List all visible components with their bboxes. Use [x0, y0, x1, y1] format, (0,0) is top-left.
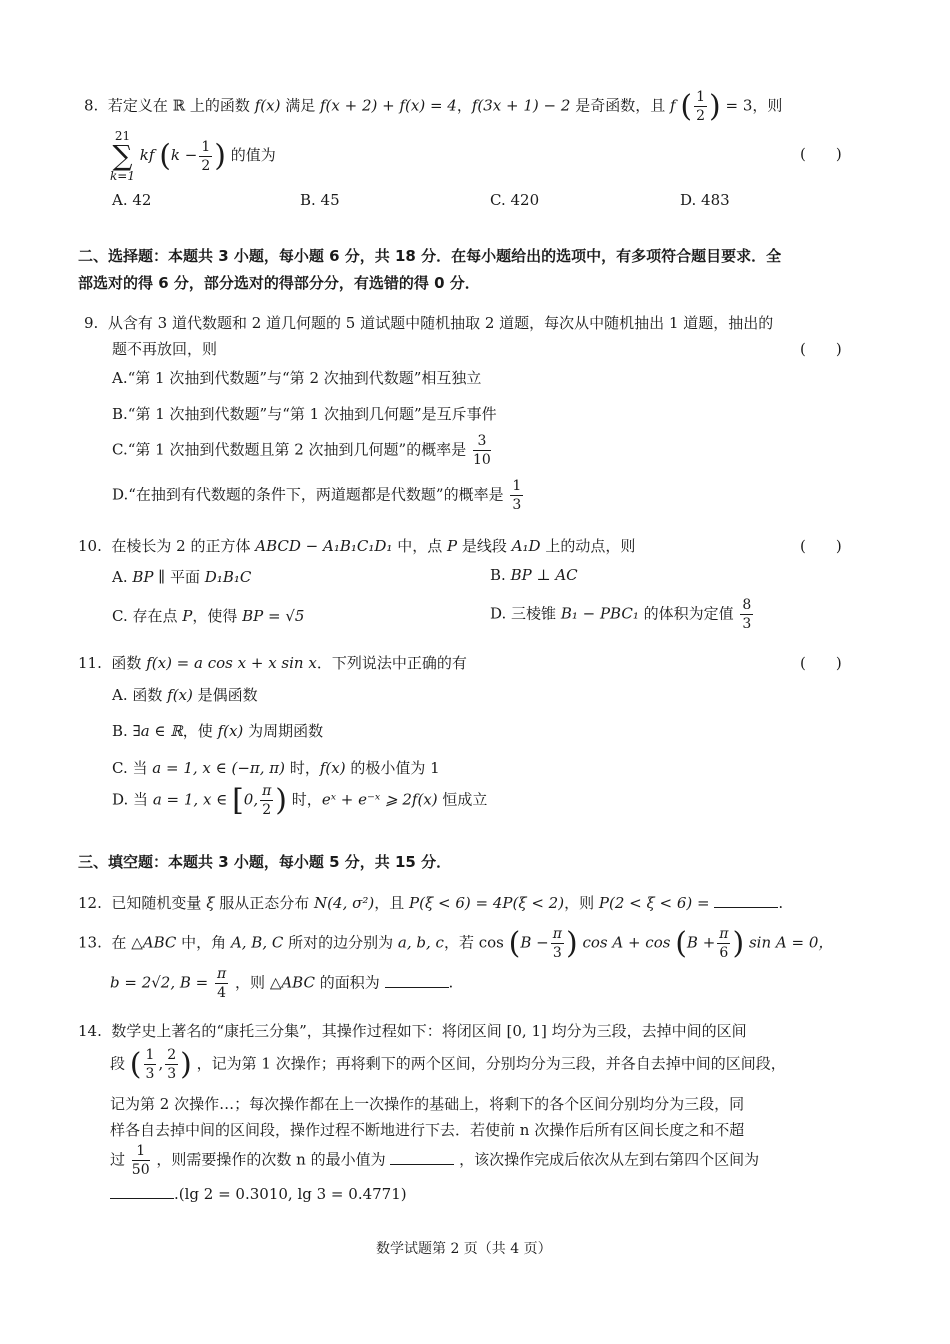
- fraction: $\frac{8}{3}$: [742, 597, 752, 632]
- fraction: $\frac{\pi}{6}$: [719, 926, 729, 961]
- q8-option-b: B. 45: [300, 191, 340, 209]
- fraction: $\frac{\pi}{4}$: [217, 966, 227, 1001]
- q11-option-a: A. 函数 f(x) 是偶函数: [112, 686, 258, 704]
- summation: 21 ∑ k=1: [110, 129, 135, 183]
- q10-option-b: B. BP ⊥ AC: [490, 566, 578, 584]
- q10-stem: 10. 在棱长为 2 的正方体 ABCD − A₁B₁C₁D₁ 中，点 P 是线段 A₁D 上的动点，则: [78, 537, 636, 555]
- answer-blank[interactable]: [390, 1163, 454, 1165]
- q14-line3: 记为第 2 次操作…；每次操作都在上一次操作的基础上，将剩下的各个区间分别均分为三段，同: [110, 1095, 745, 1113]
- fraction: $\frac{2}{3}$: [167, 1047, 177, 1082]
- q8-number: 8.: [84, 96, 99, 115]
- answer-blank[interactable]: [714, 906, 778, 908]
- q13-line2: b = 2√2, B = $\frac{\pi}{4}$ ，则 △ABC 的面积为 .: [110, 966, 454, 1001]
- fraction: $\frac{1}{50}$: [131, 1143, 150, 1178]
- q9-option-d: D.“在抽到有代数题的条件下，两道题都是代数题”的概率是 $\frac{1}{3}$: [112, 478, 522, 513]
- q9-option-a: A.“第 1 次抽到代数题”与“第 2 次抽到代数题”相互独立: [112, 369, 482, 387]
- answer-blank[interactable]: [385, 986, 449, 988]
- q10-option-a: A. BP ∥ 平面 D₁B₁C: [112, 568, 252, 586]
- q8-option-a: A. 42: [112, 191, 152, 209]
- q13-line1: 13. 在 △ABC 中，角 A, B, C 所对的边分别为 a, b, c，若 cos (B − $\frac{\pi}{3}$ ) cos A + cos (B + $\frac{\pi}{6}$ ) sin A = 0，: [78, 926, 834, 961]
- q11-option-d: D. 当 a = 1, x ∈ [0, $\frac{\pi}{2}$ ) 时，eˣ + e⁻ˣ ⩾ 2f(x) 恒成立: [112, 783, 488, 818]
- q12-stem: 12. 已知随机变量 ξ 服从正态分布 N(4, σ²)，且 P(ξ < 6) = 4P(ξ < 2)，则 P(2 < ξ < 6) = .: [78, 894, 784, 912]
- answer-paren: ( ): [800, 537, 842, 555]
- answer-blank[interactable]: [110, 1197, 174, 1199]
- fraction: $\frac{\pi}{2}$: [262, 783, 272, 818]
- page-footer: 数学试题第 2 页（共 4 页）: [376, 1241, 552, 1257]
- fraction: $\frac{3}{10}$: [473, 433, 491, 468]
- q11-stem: 11. 函数 f(x) = a cos x + x sin x．下列说法中正确的有: [78, 654, 467, 672]
- answer-paren: ( ): [800, 145, 842, 163]
- section-2-heading-cont: 部选对的得 6 分，部分选对的得部分分，有选错的得 0 分．: [78, 274, 480, 292]
- fraction: $\frac{\pi}{3}$: [552, 926, 562, 961]
- q10-option-d: D. 三棱锥 B₁ − PBC₁ 的体积为定值 $\frac{8}{3}$: [490, 597, 752, 632]
- q11-option-c: C. 当 a = 1, x ∈ (−π, π) 时，f(x) 的极小值为 1: [112, 759, 440, 777]
- q9-option-c: C.“第 1 次抽到代数题且第 2 次抽到几何题”的概率是 $\frac{3}{10}$: [112, 433, 491, 468]
- q9-line1: 9. 从含有 3 道代数题和 2 道几何题的 5 道试题中随机抽取 2 道题，每次从中随机抽出 1 道题，抽出的: [84, 314, 774, 332]
- answer-paren: ( ): [800, 654, 842, 672]
- q11-option-b: B. ∃a ∈ ℝ，使 f(x) 为周期函数: [112, 722, 324, 740]
- section-2-heading: 二、选择题：本题共 3 小题，每小题 6 分，共 18 分．在每小题给出的选项中，有多项符合题目要求．全: [78, 247, 782, 265]
- q14-line4: 样各自去掉中间的区间段，操作过程不断地进行下去．若使前 n 次操作后所有区间长度之和不超: [110, 1121, 745, 1139]
- q10-option-c: C. 存在点 P，使得 BP = √5: [112, 607, 305, 625]
- q9-option-b: B.“第 1 次抽到代数题”与“第 1 次抽到几何题”是互斥事件: [112, 405, 497, 423]
- q14-line1: 14. 数学史上著名的“康托三分集”，其操作过程如下：将闭区间 [0, 1] 均分为三段，去掉中间的区间: [78, 1022, 747, 1040]
- fraction: $\frac{1}{2}$: [201, 138, 211, 174]
- q8-option-d: D. 483: [680, 191, 730, 209]
- q8-line2: 21 ∑ k=1 kf (k − $\frac{1}{2}$ ) 的值为: [110, 129, 276, 183]
- q9-line2: 题不再放回，则: [112, 340, 218, 358]
- answer-paren: ( ): [800, 340, 842, 358]
- section-3-heading: 三、填空题：本题共 3 小题，每小题 5 分，共 15 分．: [78, 853, 452, 871]
- fraction: $\frac{1}{3}$: [512, 478, 522, 513]
- q14-line5: 过 $\frac{1}{50}$ ，则需要操作的次数 n 的最小值为 ，该次操作完成后依次从左到右第四个区间为: [110, 1143, 760, 1178]
- q14-line6: .(lg 2 = 0.3010, lg 3 = 0.4771): [110, 1185, 407, 1203]
- fraction: $\frac{1}{3}$: [145, 1047, 155, 1082]
- q8-line1: 8. 若定义在 ℝ 上的函数 f(x) 满足 f(x + 2) + f(x) = 4，f(3x + 1) − 2 是奇函数，且 f ( $\frac{1}{2}$ ) = 3，则: [84, 89, 783, 124]
- fraction: $\frac{1}{2}$: [696, 89, 705, 124]
- q8-option-c: C. 420: [490, 191, 540, 209]
- q14-line2: 段 ( $\frac{1}{3}$ , $\frac{2}{3}$ ) ，记为第 1 次操作；再将剩下的两个区间，分别均分为三段，并各自去掉中间的区间段，: [110, 1047, 786, 1082]
